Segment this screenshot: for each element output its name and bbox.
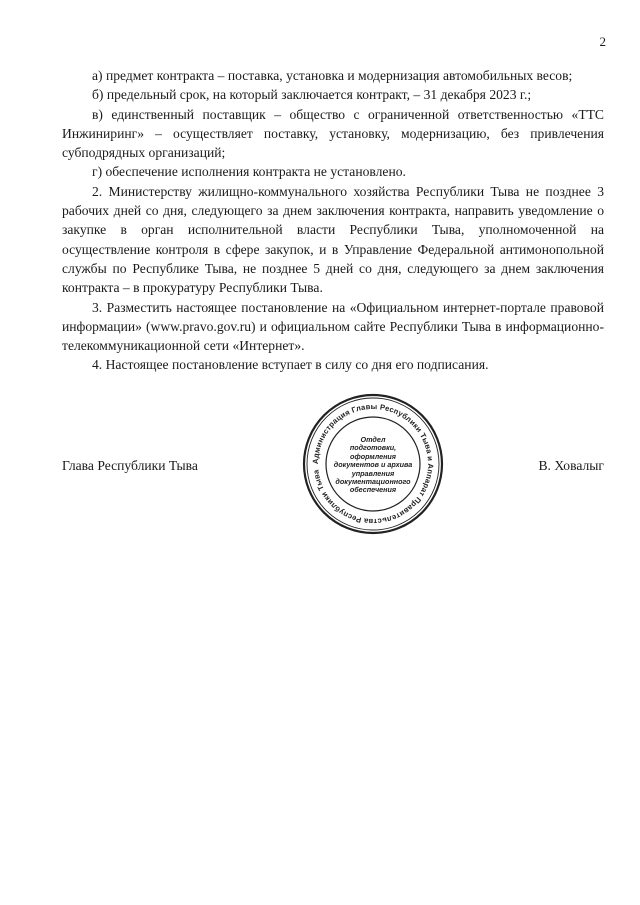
stamp-line: обеспечения xyxy=(349,485,397,495)
paragraph-4: 4. Настоящее постановление вступает в силу со дня его подписания. xyxy=(92,357,489,373)
signatory-title: Глава Республики Тыва xyxy=(62,458,198,473)
signatory-name: В. Ховалыг xyxy=(538,458,604,473)
paragraph-3: 3. Разместить настоящее постановление на «Официальном интернет-портале правовой информации» (www.pravo.gov.ru) и официальном сайте Республики Тыва в информационно-телекоммуникационной сети «Интернет». xyxy=(62,299,604,354)
stamp-line: Отдел xyxy=(360,435,386,444)
paragraph-2: 2. Министерству жилищно-коммунального хозяйства Республики Тыва не позднее 3 рабочих дней со дня, следующего за днем заключения контракта, направить уведомление о закупке в орган исполнительной власти Республики Тыва, уполномоченной на осуществление контроля в сфере закупок, и в Управление Федеральной антимонопольной службы по Республике Тыва, не позднее 5 дней со дня, следующего за днем заключения контракта – в прокуратуру Республики Тыва. xyxy=(62,183,604,296)
paragraph-v: в) единственный поставщик – общество с ограниченной ответственностью «ТТС Инжиниринг» – осуществляет поставку, установку, модернизацию, без привлечения субподрядных организаций; xyxy=(62,106,604,161)
stamp-line: документационного xyxy=(335,477,411,487)
stamp-line: оформления xyxy=(349,451,397,461)
stamp-line: документов и архива xyxy=(333,460,413,470)
official-stamp xyxy=(301,392,445,536)
paragraph-a: а) предмет контракта – поставка, установка и модернизация автомобильных весов; xyxy=(92,68,573,83)
paragraph-g: г) обеспечение исполнения контракта не установлено. xyxy=(92,164,406,180)
stamp-ring-text: Администрация Главы Республики Тыва и Аппарат Правительства Республики Тыва xyxy=(310,401,436,527)
document-body xyxy=(62,66,604,375)
stamp-line: подготовки, xyxy=(349,443,397,453)
stamp-line: управления xyxy=(351,468,395,478)
paragraph-b: б) предельный срок, на который заключается контракт, – 31 декабря 2023 г.; xyxy=(92,87,532,103)
page-number: 2 xyxy=(599,34,606,49)
stamp-center-text xyxy=(331,436,415,495)
